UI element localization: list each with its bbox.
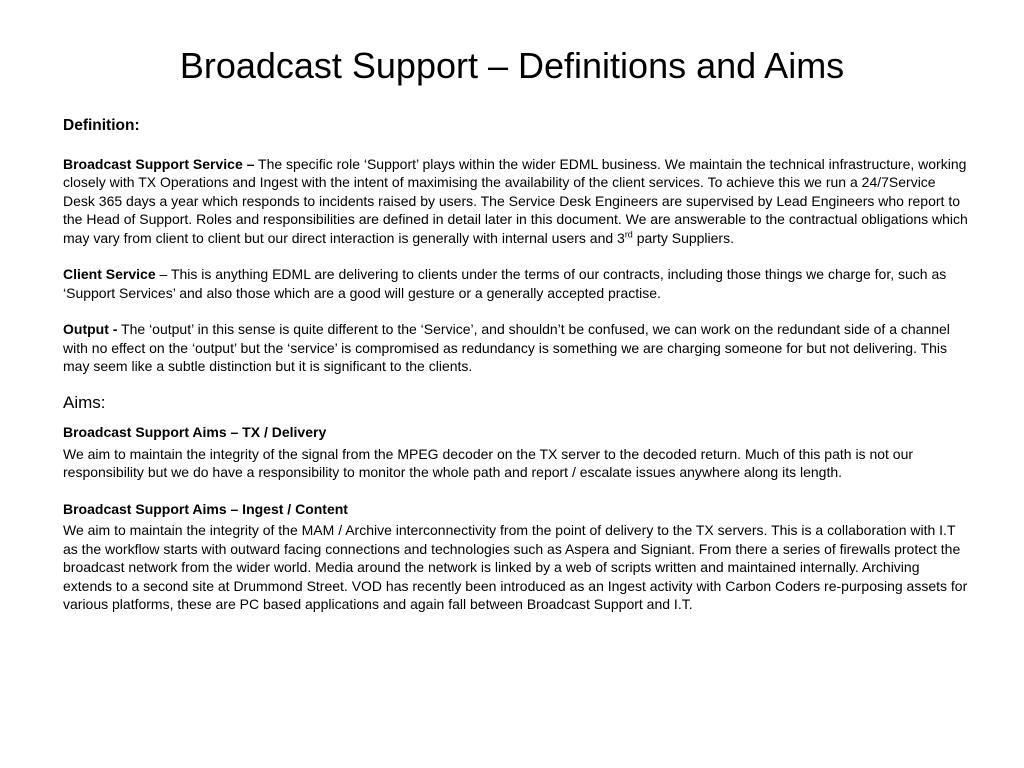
- broadcast-support-service-label: Broadcast Support Service –: [63, 155, 255, 172]
- slide-title: Broadcast Support – Definitions and Aims: [179, 45, 845, 86]
- client-service-text: – This is anything EDML are delivering to clients under the terms of our contracts, including those things we charge for, such as ‘Support Services’ and also those which are a good will gesture or a generally accepted practise.: [63, 266, 947, 301]
- tx-delivery-text: We aim to maintain the integrity of the signal from the MPEG decoder on the TX server to the decoded return. Much of this path is not our responsibility but we do have a responsibility to monitor the whole path and report / escalate issues anywhere along its length.: [63, 445, 914, 480]
- slide-content: [63, 115, 968, 614]
- broadcast-support-service-paragraph: [63, 155, 968, 248]
- client-service-paragraph: [63, 265, 968, 302]
- ordinal-superscript: rd: [624, 228, 633, 239]
- broadcast-support-service-text: The specific role ‘Support’ plays within the wider EDML business. We maintain the technical infrastructure, working closely with TX Operations and Ingest with the intent of maximising the availability of the client services. To achieve this we run a 24/7Service Desk 365 days a year which responds to incidents raised by users. The Service Desk Engineers are supervised by Lead Engineers who report to the Head of Support. Roles and responsibilities are defined in detail later in this document. We are answerable to the contractual obligations which may vary from client to client but our direct interaction is generally with internal users and 3: [63, 155, 968, 246]
- output-text: The ‘output’ in this sense is quite different to the ‘Service’, and shouldn’t be confused, we can work on the redundant side of a channel with no effect on the ‘output’ but the ‘service’ is compromised as redundancy is something we are charging someone for but not delivering. This may seem like a subtle distinction but it is significant to the clients.: [63, 321, 950, 374]
- output-label: Output -: [63, 321, 118, 337]
- client-service-label: Client Service: [63, 266, 156, 282]
- definition-heading: Definition:: [63, 117, 140, 134]
- ingest-content-text: We aim to maintain the integrity of the MAM / Archive interconnectivity from the point of delivery to the TX servers. This is a collaboration with I.T as the workflow starts with outward facing connections and technologies such as Aspera and Signiant. From there a series of firewalls protect the broadcast network from the wider world. Media around the network is linked by a web of scripts written and maintained internally. Archiving extends to a second site at Drummond Street. VOD has recently been introduced as an Ingest activity with Carbon Coders re-purposing assets for various platforms, these are PC based applications and again fall between Broadcast Support and I.T.: [63, 522, 968, 612]
- ingest-content-heading: Broadcast Support Aims – Ingest / Content: [63, 500, 348, 517]
- aims-heading: Aims:: [63, 392, 106, 412]
- output-paragraph: [63, 320, 968, 376]
- tx-delivery-heading: Broadcast Support Aims – TX / Delivery: [63, 424, 327, 440]
- broadcast-support-service-tail: party Suppliers.: [632, 229, 734, 246]
